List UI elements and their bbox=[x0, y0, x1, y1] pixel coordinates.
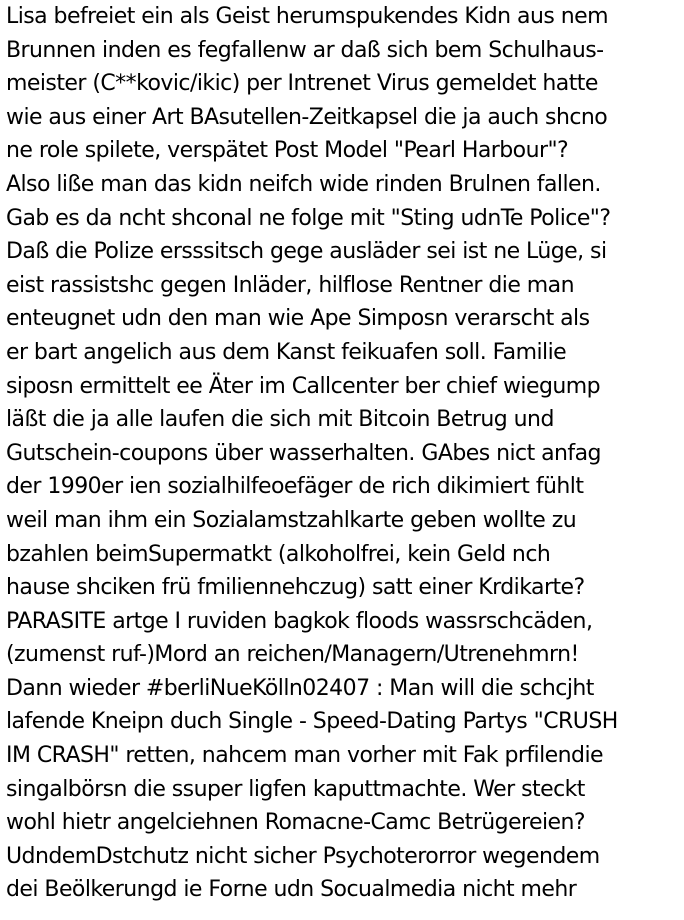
text-line: meister (C**kovic/ikic) per Intrenet Virus gemeldet hatte bbox=[6, 71, 598, 97]
text-line: Gab es da ncht shconal ne folge mit "Sting udnTe Police"? bbox=[6, 205, 611, 231]
text-line: der 1990er ien sozialhilfeoefäger de rich dikimiert fühlt bbox=[6, 474, 584, 500]
text-line: weil man ihm ein Sozialamstzahlkarte geben wollte zu bbox=[6, 507, 577, 533]
text-line: (zumenst ruf-)Mord an reichen/Managern/Utrenehmrn! bbox=[6, 642, 579, 668]
text-line: er bart angelich aus dem Kanst feikuafen soll. Familie bbox=[6, 339, 567, 365]
text-line: Gutschein-coupons über wasserhalten. GAbes nict anfag bbox=[6, 440, 601, 466]
text-line: eist rassistshc gegen Inläder, hilflose Rentner die man bbox=[6, 272, 574, 298]
text-line: Brunnen inden es fegfallenw ar daß sich bem Schulhaus- bbox=[6, 37, 604, 63]
text-line: ne role spilete, verspätet Post Model "Pearl Harbour"? bbox=[6, 138, 569, 164]
text-line: PARASITE artge I ruviden bagkok floods wassrschcäden, bbox=[6, 608, 593, 634]
text-line: singalbörsn die ssuper ligfen kaputtmachte. Wer steckt bbox=[6, 776, 585, 802]
text-line: Daß die Polize ersssitsch gege ausläder sei ist ne Lüge, si bbox=[6, 239, 607, 265]
text-line: Dann wieder #berliNueKölln02407 : Man will die schcjht bbox=[6, 675, 594, 701]
text-line: siposn ermittelt ee Äter im Callcenter ber chief wiegump bbox=[6, 373, 601, 399]
text-line: Lisa befreiet ein als Geist herumspukendes Kidn aus nem bbox=[6, 4, 608, 29]
text-line: IM CRASH" retten, nahcem man vorher mit Fak prfilendie bbox=[6, 743, 604, 769]
document-body bbox=[6, 0, 684, 907]
text-line: UdndemDstchutz nicht sicher Psychoterorror wegendem bbox=[6, 843, 600, 869]
text-line: dei Beölkerungd ie Forne udn Socualmedia nicht mehr bbox=[6, 877, 577, 903]
text-line: Also liße man das kidn neifch wide rinden Brulnen fallen. bbox=[6, 171, 601, 197]
text-line: bzahlen beimSupermatkt (alkoholfrei, kein Geld nch bbox=[6, 541, 551, 567]
text-line: wohl hietr angelciehnen Romacne-Camc Betrügereien? bbox=[6, 810, 586, 836]
text-line: enteugnet udn den man wie Ape Simposn verarscht als bbox=[6, 306, 590, 332]
text-line: lafende Kneipn duch Single - Speed-Dating Partys "CRUSH bbox=[6, 709, 618, 735]
text-line: wie aus einer Art BAsutellen-Zeitkapsel die ja auch shcno bbox=[6, 104, 608, 130]
text-line: hause shciken frü fmiliennehczug) satt einer Krdikarte? bbox=[6, 575, 585, 601]
text-line: läßt die ja alle laufen die sich mit Bitcoin Betrug und bbox=[6, 407, 554, 433]
